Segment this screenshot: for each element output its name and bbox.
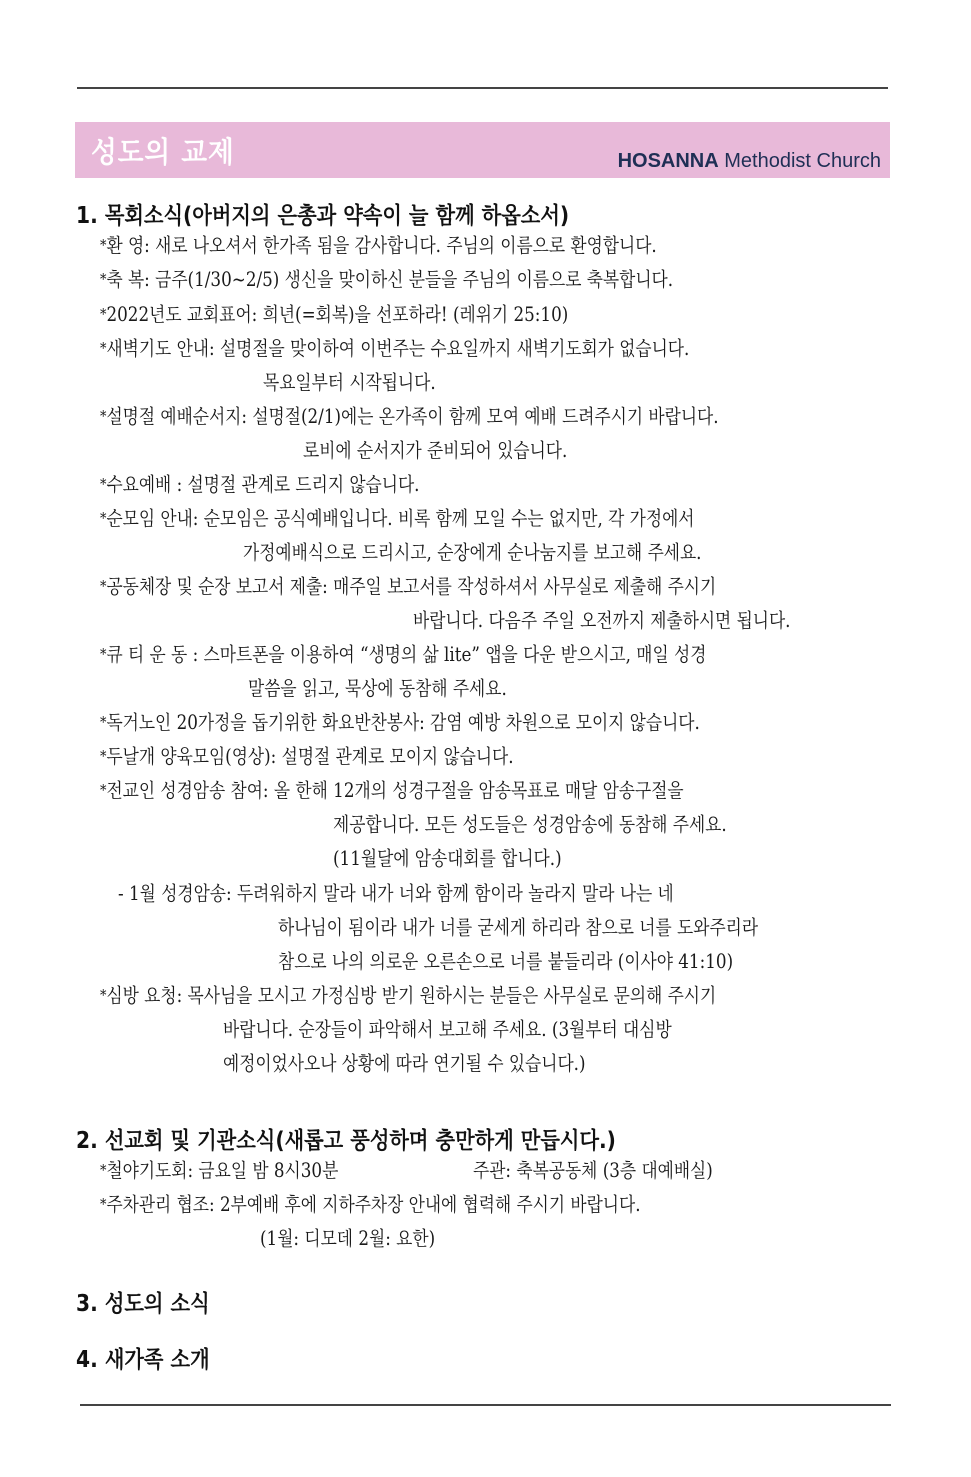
list-item-continuation: (1월: 디모데 2월: 요한) — [260, 1227, 436, 1250]
list-item: *전교인 성경암송 참여: 올 한해 12개의 성경구절을 암송목표로 매달 암송구절을 — [100, 779, 684, 802]
list-item: *2022년도 교회표어: 희년(=회복)을 선포하라! (레위기 25:10) — [100, 303, 569, 326]
list-item-continuation: 가정예배식으로 드리시고, 순장에게 순나눔지를 보고해 주세요. — [243, 541, 702, 564]
section-heading-1: 1. 목회소식(아버지의 은총과 약속이 늘 함께 하옵소서) — [76, 203, 570, 229]
memory-verse-item: - 1월 성경암송: 두려워하지 말라 내가 너와 함께 함이라 놀라지 말라 나는 네 — [118, 882, 674, 905]
bottom-divider — [80, 1404, 891, 1406]
list-item: *큐 티 운 동 : 스마트폰을 이용하여 “생명의 삶 lite” 앱을 다운 받으시고, 매일 성경 — [100, 643, 707, 666]
brand-name-rest: Methodist Church — [718, 150, 881, 172]
church-brand — [618, 150, 881, 173]
list-item: *두날개 양육모임(영상): 설명절 관계로 모이지 않습니다. — [100, 745, 514, 768]
list-item-continuation: 목요일부터 시작됩니다. — [263, 371, 436, 394]
list-item: *독거노인 20가정을 돕기위한 화요반찬봉사: 감염 예방 차원으로 모이지 않습니다. — [100, 711, 700, 734]
list-item-detail: 주관: 축복공동체 (3층 대예배실) — [473, 1159, 713, 1182]
section-heading-4: 4. 새가족 소개 — [76, 1347, 210, 1373]
brand-name-bold: HOSANNA — [617, 150, 719, 172]
section-heading-3: 3. 성도의 소식 — [76, 1291, 210, 1317]
page-banner — [75, 122, 890, 178]
list-item-continuation: 예정이었사오나 상황에 따라 연기될 수 있습니다.) — [223, 1052, 586, 1075]
list-item: *철야기도회: 금요일 밤 8시30분 — [100, 1159, 339, 1182]
page-title: 성도의 교제 — [91, 135, 235, 169]
list-item: *공동체장 및 순장 보고서 제출: 매주일 보고서를 작성하셔서 사무실로 제출해 주시기 — [100, 575, 717, 598]
list-item: *심방 요청: 목사님을 모시고 가정심방 받기 원하시는 분들은 사무실로 문의해 주시기 — [100, 984, 717, 1007]
list-item-continuation: 바랍니다. 다음주 주일 오전까지 제출하시면 됩니다. — [413, 609, 791, 632]
list-item-continuation: 바랍니다. 순장들이 파악해서 보고해 주세요. (3월부터 대심방 — [223, 1018, 672, 1041]
list-item-continuation: 로비에 순서지가 준비되어 있습니다. — [303, 439, 568, 462]
list-item-continuation: 참으로 나의 의로운 오른손으로 너를 붙들리라 (이사야 41:10) — [278, 950, 734, 973]
list-item: *새벽기도 안내: 설명절을 맞이하여 이번주는 수요일까지 새벽기도회가 없습니다. — [100, 337, 690, 360]
top-divider — [77, 87, 888, 89]
list-item-continuation: 제공합니다. 모든 성도들은 성경암송에 동참해 주세요. — [333, 813, 727, 836]
list-item: *환 영: 새로 나오셔서 한가족 됨을 감사합니다. 주님의 이름으로 환영합니다. — [100, 234, 657, 257]
list-item: *설명절 예배순서지: 설명절(2/1)에는 온가족이 함께 모여 예배 드려주시기 바랍니다. — [100, 405, 719, 428]
list-item-continuation: 하나님이 됨이라 내가 너를 굳세게 하리라 참으로 너를 도와주리라 — [278, 916, 759, 939]
list-item: *수요예배 : 설명절 관계로 드리지 않습니다. — [100, 473, 420, 496]
list-item: *순모임 안내: 순모임은 공식예배입니다. 비록 함께 모일 수는 없지만, 각 가정에서 — [100, 507, 695, 530]
list-item: *주차관리 협조: 2부예배 후에 지하주차장 안내에 협력해 주시기 바랍니다. — [100, 1193, 641, 1216]
list-item: *축 복: 금주(1/30~2/5) 생신을 맞이하신 분들을 주님의 이름으로 축복합니다. — [100, 268, 674, 291]
section-heading-2: 2. 선교회 및 기관소식(새롭고 풍성하며 충만하게 만듭시다.) — [76, 1128, 616, 1154]
list-item-continuation: (11월달에 암송대회를 합니다.) — [333, 847, 562, 870]
list-item-continuation: 말씀을 읽고, 묵상에 동참해 주세요. — [248, 677, 507, 700]
